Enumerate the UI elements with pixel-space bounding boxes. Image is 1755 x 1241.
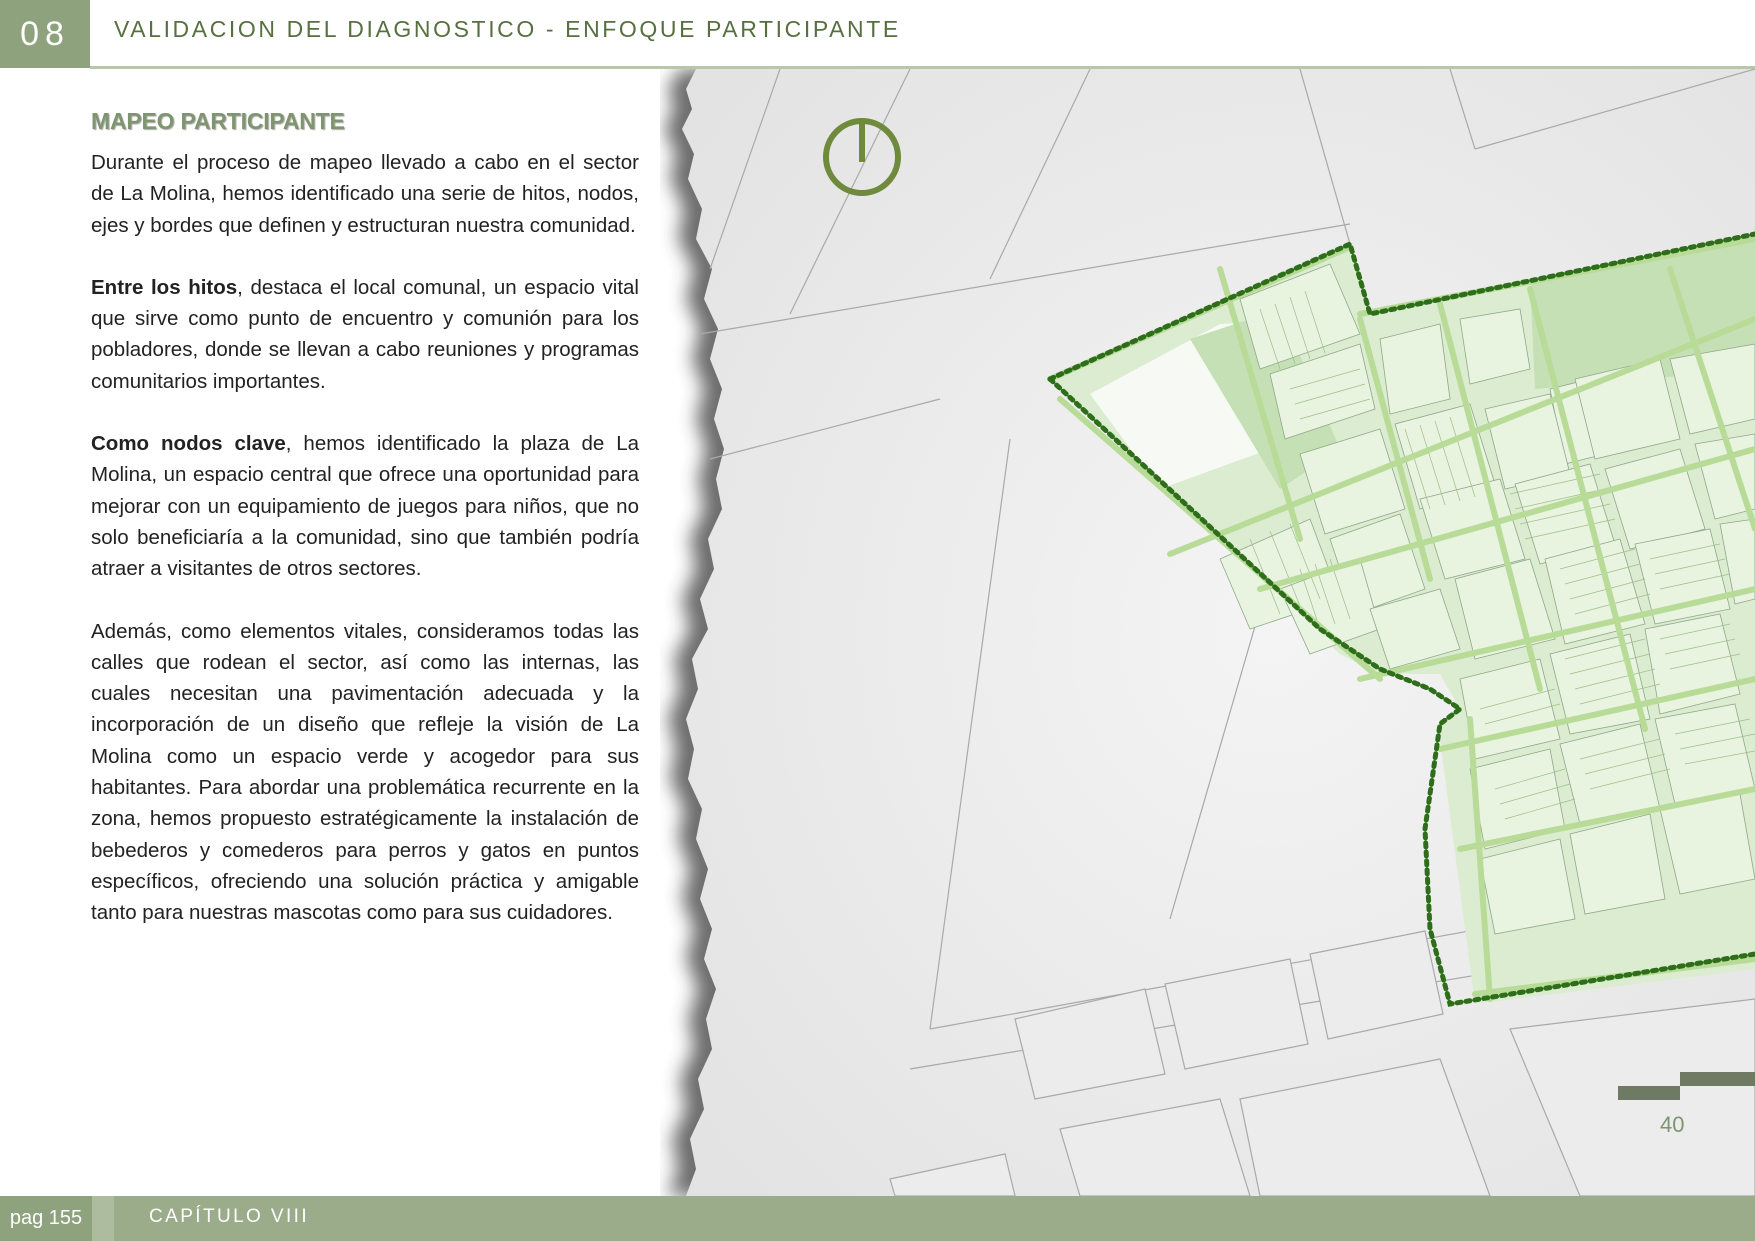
- paragraph-hitos: [91, 272, 639, 397]
- section-heading: MAPEO PARTICIPANTE: [91, 108, 345, 134]
- site-map: [660, 69, 1755, 1196]
- hitos-label: Entre los hitos: [91, 275, 238, 299]
- chapter-number: 08: [0, 0, 90, 68]
- map-page-number: 40: [1660, 1112, 1685, 1137]
- nodos-label: Como nodos clave: [91, 432, 286, 456]
- nodos-text: , hemos identificado la plaza de La Molina, un espacio central que ofrece una oportunidad para mejorar con un equipamiento de juegos para niños, que no solo beneficiaría a la comunidad, sino que también podría atraer a visitantes de otros sectores.: [91, 432, 639, 581]
- page-footer: [0, 1196, 1755, 1241]
- footer-chapter-label: CAPÍTULO VIII: [149, 1206, 310, 1227]
- text-column: [91, 108, 639, 960]
- site-map-drawing: [660, 69, 1755, 1196]
- page-title: VALIDACION DEL DIAGNOSTICO - ENFOQUE PARTICIPANTE: [114, 16, 901, 42]
- footer-divider: [92, 1196, 114, 1241]
- paragraph-ejes: Además, como elementos vitales, consideramos todas las calles que rodean el sector, así como las internas, las cuales necesitan una pavimentación adecuada y la incorporación de un diseño que refleje la visión de La Molina como un espacio verde y acogedor para sus habitantes. Para abordar una problemática recurrente en la zona, hemos propuesto estratégicamente la instalación de bebederos y comederos para perros y gatos en puntos específicos, ofreciendo una solución práctica y amigable tanto para nuestras mascotas como para sus cuidadores.: [91, 619, 639, 925]
- page-header: [0, 0, 1755, 68]
- hitos-text: , destaca el local comunal, un espacio vital que sirve como punto de encuentro y comunión para los pobladores, donde se llevan a cabo reuniones y programas comunitarios importantes.: [91, 275, 639, 393]
- footer-page-number: pag 155: [0, 1196, 92, 1241]
- paragraph-nodos: [91, 428, 639, 584]
- paragraph-intro: Durante el proceso de mapeo llevado a cabo en el sector de La Molina, hemos identificado una serie de hitos, nodos, ejes y bordes que definen y estructuran nuestra comunidad.: [91, 151, 639, 237]
